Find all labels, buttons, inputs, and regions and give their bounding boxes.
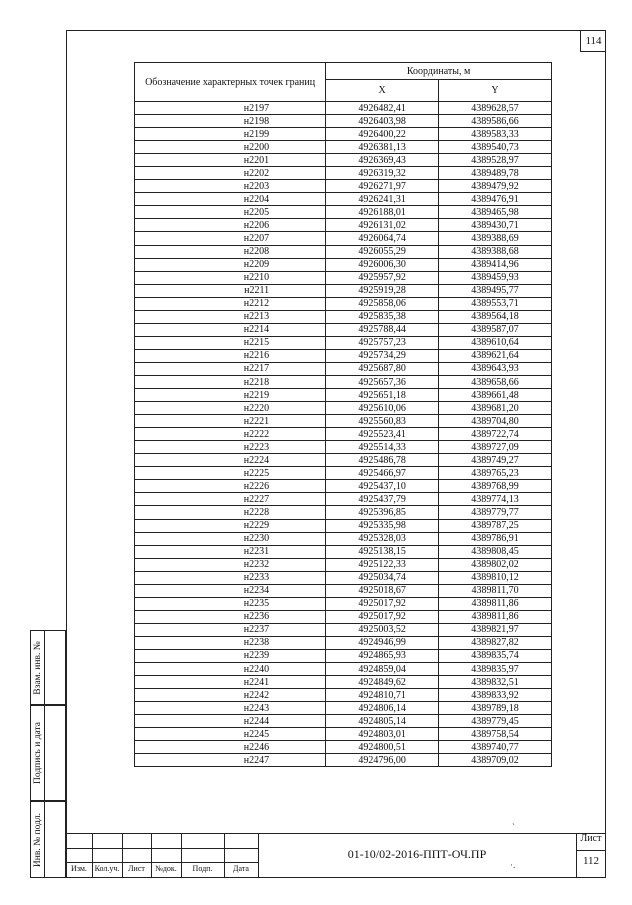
y-coordinate-cell: 4389476,91	[439, 193, 552, 206]
table-row	[135, 558, 552, 571]
x-coordinate-cell: 4925335,98	[326, 519, 439, 532]
table-row	[135, 415, 552, 428]
sheet-number: 112	[582, 855, 600, 867]
x-coordinate-cell: 4925486,78	[326, 454, 439, 467]
point-id-cell: н2245	[135, 728, 326, 741]
x-coordinate-cell: 4925018,67	[326, 584, 439, 597]
point-id-cell: н2225	[135, 467, 326, 480]
side-cell-inv-orig	[30, 801, 66, 878]
point-id-cell: н2242	[135, 689, 326, 702]
x-coordinate-cell: 4925396,85	[326, 506, 439, 519]
point-id-cell: н2243	[135, 702, 326, 715]
x-coordinate-cell: 4924810,71	[326, 689, 439, 702]
point-id-cell: н2240	[135, 663, 326, 676]
point-id-cell: н2229	[135, 519, 326, 532]
table-row	[135, 506, 552, 519]
point-id-cell: н2210	[135, 271, 326, 284]
x-coordinate-cell: 4925523,41	[326, 428, 439, 441]
table-row	[135, 271, 552, 284]
y-coordinate-cell: 4389704,80	[439, 415, 552, 428]
x-coordinate-cell: 4925835,38	[326, 310, 439, 323]
table-row	[135, 310, 552, 323]
table-row	[135, 141, 552, 154]
y-coordinate-cell: 4389489,78	[439, 167, 552, 180]
y-coordinate-cell: 4389658,66	[439, 375, 552, 388]
y-coordinate-cell: 4389430,71	[439, 219, 552, 232]
side-label-replace-inv: Взам. инв. №	[32, 640, 43, 695]
point-id-cell: н2201	[135, 154, 326, 167]
point-id-cell: н2209	[135, 258, 326, 271]
x-coordinate-cell: 4925651,18	[326, 389, 439, 402]
x-coordinate-cell: 4926006,30	[326, 258, 439, 271]
y-coordinate-cell: 4389740,77	[439, 741, 552, 754]
point-id-cell: н2219	[135, 389, 326, 402]
y-coordinate-cell: 4389749,27	[439, 454, 552, 467]
y-coordinate-cell: 4389709,02	[439, 754, 552, 767]
table-row	[135, 258, 552, 271]
table-row	[135, 689, 552, 702]
table-row	[135, 467, 552, 480]
x-coordinate-cell: 4925122,33	[326, 558, 439, 571]
x-coordinate-cell: 4925138,15	[326, 545, 439, 558]
table-row	[135, 193, 552, 206]
y-coordinate-cell: 4389768,99	[439, 480, 552, 493]
side-stamp	[30, 630, 66, 878]
y-coordinate-cell: 4389388,69	[439, 232, 552, 245]
table-row	[135, 741, 552, 754]
y-coordinate-cell: 4389811,86	[439, 610, 552, 623]
y-coordinate-cell: 4389727,09	[439, 441, 552, 454]
table-row	[135, 532, 552, 545]
y-coordinate-cell: 4389414,96	[439, 258, 552, 271]
y-coordinate-cell: 4389628,57	[439, 102, 552, 115]
x-coordinate-cell: 4926241,31	[326, 193, 439, 206]
point-id-cell: н2226	[135, 480, 326, 493]
x-coordinate-cell: 4925657,36	[326, 375, 439, 388]
table-row	[135, 715, 552, 728]
header-point: Обозначение характерных точек границ	[135, 63, 326, 102]
table-row	[135, 454, 552, 467]
col-kol: Кол.уч.	[94, 864, 120, 873]
point-id-cell: н2208	[135, 245, 326, 258]
table-row	[135, 284, 552, 297]
y-coordinate-cell: 4389789,18	[439, 702, 552, 715]
x-coordinate-cell: 4925858,06	[326, 297, 439, 310]
x-coordinate-cell: 4926400,22	[326, 128, 439, 141]
x-coordinate-cell: 4926482,41	[326, 102, 439, 115]
col-ndok: №док.	[155, 864, 177, 873]
y-coordinate-cell: 4389802,02	[439, 558, 552, 571]
table-row	[135, 245, 552, 258]
x-coordinate-cell: 4924805,14	[326, 715, 439, 728]
y-coordinate-cell: 4389810,12	[439, 571, 552, 584]
point-id-cell: н2197	[135, 102, 326, 115]
table-row	[135, 362, 552, 375]
y-coordinate-cell: 4389808,45	[439, 545, 552, 558]
point-id-cell: н2203	[135, 180, 326, 193]
table-row	[135, 323, 552, 336]
y-coordinate-cell: 4389681,20	[439, 402, 552, 415]
col-list: Лист	[128, 864, 145, 873]
y-coordinate-cell: 4389479,92	[439, 180, 552, 193]
x-coordinate-cell: 4926271,97	[326, 180, 439, 193]
point-id-cell: н2200	[135, 141, 326, 154]
y-coordinate-cell: 4389495,77	[439, 284, 552, 297]
table-row	[135, 728, 552, 741]
point-id-cell: н2222	[135, 428, 326, 441]
x-coordinate-cell: 4925017,92	[326, 597, 439, 610]
x-coordinate-cell: 4925734,29	[326, 349, 439, 362]
table-row	[135, 428, 552, 441]
point-id-cell: н2205	[135, 206, 326, 219]
top-page-number: 114	[580, 30, 606, 52]
x-coordinate-cell: 4926403,98	[326, 115, 439, 128]
y-coordinate-cell: 4389583,33	[439, 128, 552, 141]
y-coordinate-cell: 4389765,23	[439, 467, 552, 480]
side-label-inv-orig: Инв. № подл.	[32, 812, 43, 867]
point-id-cell: н2212	[135, 297, 326, 310]
x-coordinate-cell: 4925034,74	[326, 571, 439, 584]
table-row	[135, 297, 552, 310]
x-coordinate-cell: 4926055,29	[326, 245, 439, 258]
point-id-cell: н2213	[135, 310, 326, 323]
x-coordinate-cell: 4924806,14	[326, 702, 439, 715]
point-id-cell: н2216	[135, 349, 326, 362]
point-id-cell: н2235	[135, 597, 326, 610]
x-coordinate-cell: 4925514,33	[326, 441, 439, 454]
side-cell-sign-date	[30, 705, 66, 801]
header-x: X	[326, 80, 439, 102]
y-coordinate-cell: 4389621,64	[439, 349, 552, 362]
table-row	[135, 610, 552, 623]
x-coordinate-cell: 4925919,28	[326, 284, 439, 297]
table-row	[135, 702, 552, 715]
y-coordinate-cell: 4389811,86	[439, 597, 552, 610]
y-coordinate-cell: 4389564,18	[439, 310, 552, 323]
table-row	[135, 754, 552, 767]
table-row	[135, 180, 552, 193]
y-coordinate-cell: 4389528,97	[439, 154, 552, 167]
stray-mark: ·.	[510, 860, 516, 870]
table-row	[135, 636, 552, 649]
y-coordinate-cell: 4389779,77	[439, 506, 552, 519]
x-coordinate-cell: 4924796,00	[326, 754, 439, 767]
point-id-cell: н2224	[135, 454, 326, 467]
table-row	[135, 219, 552, 232]
x-coordinate-cell: 4924849,62	[326, 676, 439, 689]
document-code: 01-10/02-2016-ППТ-ОЧ.ПР	[347, 847, 487, 861]
table-row	[135, 154, 552, 167]
point-id-cell: н2228	[135, 506, 326, 519]
x-coordinate-cell: 4925017,92	[326, 610, 439, 623]
x-coordinate-cell: 4926319,32	[326, 167, 439, 180]
point-id-cell: н2237	[135, 623, 326, 636]
x-coordinate-cell: 4925610,06	[326, 402, 439, 415]
y-coordinate-cell: 4389774,13	[439, 493, 552, 506]
y-coordinate-cell: 4389786,91	[439, 532, 552, 545]
point-id-cell: н2218	[135, 375, 326, 388]
table-row	[135, 232, 552, 245]
x-coordinate-cell: 4925328,03	[326, 532, 439, 545]
y-coordinate-cell: 4389722,74	[439, 428, 552, 441]
point-id-cell: н2215	[135, 336, 326, 349]
table-row	[135, 206, 552, 219]
x-coordinate-cell: 4924946,99	[326, 636, 439, 649]
point-id-cell: н2211	[135, 284, 326, 297]
x-coordinate-cell: 4926369,43	[326, 154, 439, 167]
point-id-cell: н2238	[135, 636, 326, 649]
table-row	[135, 571, 552, 584]
y-coordinate-cell: 4389661,48	[439, 389, 552, 402]
point-id-cell: н2232	[135, 558, 326, 571]
point-id-cell: н2231	[135, 545, 326, 558]
table-row	[135, 167, 552, 180]
table-row	[135, 597, 552, 610]
point-id-cell: н2217	[135, 362, 326, 375]
col-podp: Подп.	[192, 864, 213, 873]
y-coordinate-cell: 4389821,97	[439, 623, 552, 636]
side-cell-replace-inv	[30, 630, 66, 705]
side-label-sign-date: Подпись и дата	[32, 721, 43, 785]
x-coordinate-cell: 4924800,51	[326, 741, 439, 754]
x-coordinate-cell: 4925003,52	[326, 623, 439, 636]
table-row	[135, 402, 552, 415]
point-id-cell: н2202	[135, 167, 326, 180]
sheet-label: Лист	[580, 833, 602, 844]
y-coordinate-cell: 4389779,45	[439, 715, 552, 728]
table-row	[135, 115, 552, 128]
x-coordinate-cell: 4926131,02	[326, 219, 439, 232]
y-coordinate-cell: 4389586,66	[439, 115, 552, 128]
x-coordinate-cell: 4925788,44	[326, 323, 439, 336]
table-row	[135, 663, 552, 676]
y-coordinate-cell: 4389643,93	[439, 362, 552, 375]
x-coordinate-cell: 4925437,10	[326, 480, 439, 493]
y-coordinate-cell: 4389465,98	[439, 206, 552, 219]
x-coordinate-cell: 4925560,83	[326, 415, 439, 428]
point-id-cell: н2221	[135, 415, 326, 428]
col-data: Дата	[233, 864, 249, 873]
col-izm: Изм.	[71, 864, 87, 873]
point-id-cell: н2220	[135, 402, 326, 415]
stray-mark: `	[512, 822, 515, 832]
x-coordinate-cell: 4925757,23	[326, 336, 439, 349]
point-id-cell: н2198	[135, 115, 326, 128]
table-row	[135, 349, 552, 362]
point-id-cell: н2214	[135, 323, 326, 336]
table-row	[135, 519, 552, 532]
table-row	[135, 493, 552, 506]
table-row	[135, 389, 552, 402]
point-id-cell: н2241	[135, 676, 326, 689]
point-id-cell: н2206	[135, 219, 326, 232]
table-row	[135, 102, 552, 115]
point-id-cell: н2244	[135, 715, 326, 728]
y-coordinate-cell: 4389540,73	[439, 141, 552, 154]
table-row	[135, 336, 552, 349]
y-coordinate-cell: 4389787,25	[439, 519, 552, 532]
point-id-cell: н2239	[135, 649, 326, 662]
x-coordinate-cell: 4926188,01	[326, 206, 439, 219]
point-id-cell: н2227	[135, 493, 326, 506]
x-coordinate-cell: 4926064,74	[326, 232, 439, 245]
point-id-cell: н2199	[135, 128, 326, 141]
y-coordinate-cell: 4389811,70	[439, 584, 552, 597]
point-id-cell: н2207	[135, 232, 326, 245]
point-id-cell: н2223	[135, 441, 326, 454]
x-coordinate-cell: 4924803,01	[326, 728, 439, 741]
x-coordinate-cell: 4925466,97	[326, 467, 439, 480]
x-coordinate-cell: 4925957,92	[326, 271, 439, 284]
table-row	[135, 676, 552, 689]
table-row	[135, 545, 552, 558]
point-id-cell: н2204	[135, 193, 326, 206]
header-coords: Координаты, м	[326, 63, 552, 80]
y-coordinate-cell: 4389459,93	[439, 271, 552, 284]
table-row	[135, 480, 552, 493]
y-coordinate-cell: 4389388,68	[439, 245, 552, 258]
header-y: Y	[439, 80, 552, 102]
y-coordinate-cell: 4389758,54	[439, 728, 552, 741]
table-row	[135, 623, 552, 636]
table-row	[135, 441, 552, 454]
point-id-cell: н2230	[135, 532, 326, 545]
point-id-cell: н2234	[135, 584, 326, 597]
table-row	[135, 375, 552, 388]
y-coordinate-cell: 4389835,74	[439, 649, 552, 662]
y-coordinate-cell: 4389827,82	[439, 636, 552, 649]
point-id-cell: н2233	[135, 571, 326, 584]
y-coordinate-cell: 4389832,51	[439, 676, 552, 689]
x-coordinate-cell: 4924859,04	[326, 663, 439, 676]
y-coordinate-cell: 4389553,71	[439, 297, 552, 310]
coordinates-table	[134, 62, 552, 767]
x-coordinate-cell: 4926381,13	[326, 141, 439, 154]
y-coordinate-cell: 4389833,92	[439, 689, 552, 702]
point-id-cell: н2246	[135, 741, 326, 754]
title-block	[66, 833, 606, 878]
y-coordinate-cell: 4389610,64	[439, 336, 552, 349]
table-row	[135, 128, 552, 141]
table-row	[135, 584, 552, 597]
y-coordinate-cell: 4389835,97	[439, 663, 552, 676]
x-coordinate-cell: 4925437,79	[326, 493, 439, 506]
table-row	[135, 649, 552, 662]
y-coordinate-cell: 4389587,07	[439, 323, 552, 336]
point-id-cell: н2236	[135, 610, 326, 623]
point-id-cell: н2247	[135, 754, 326, 767]
x-coordinate-cell: 4925687,80	[326, 362, 439, 375]
x-coordinate-cell: 4924865,93	[326, 649, 439, 662]
